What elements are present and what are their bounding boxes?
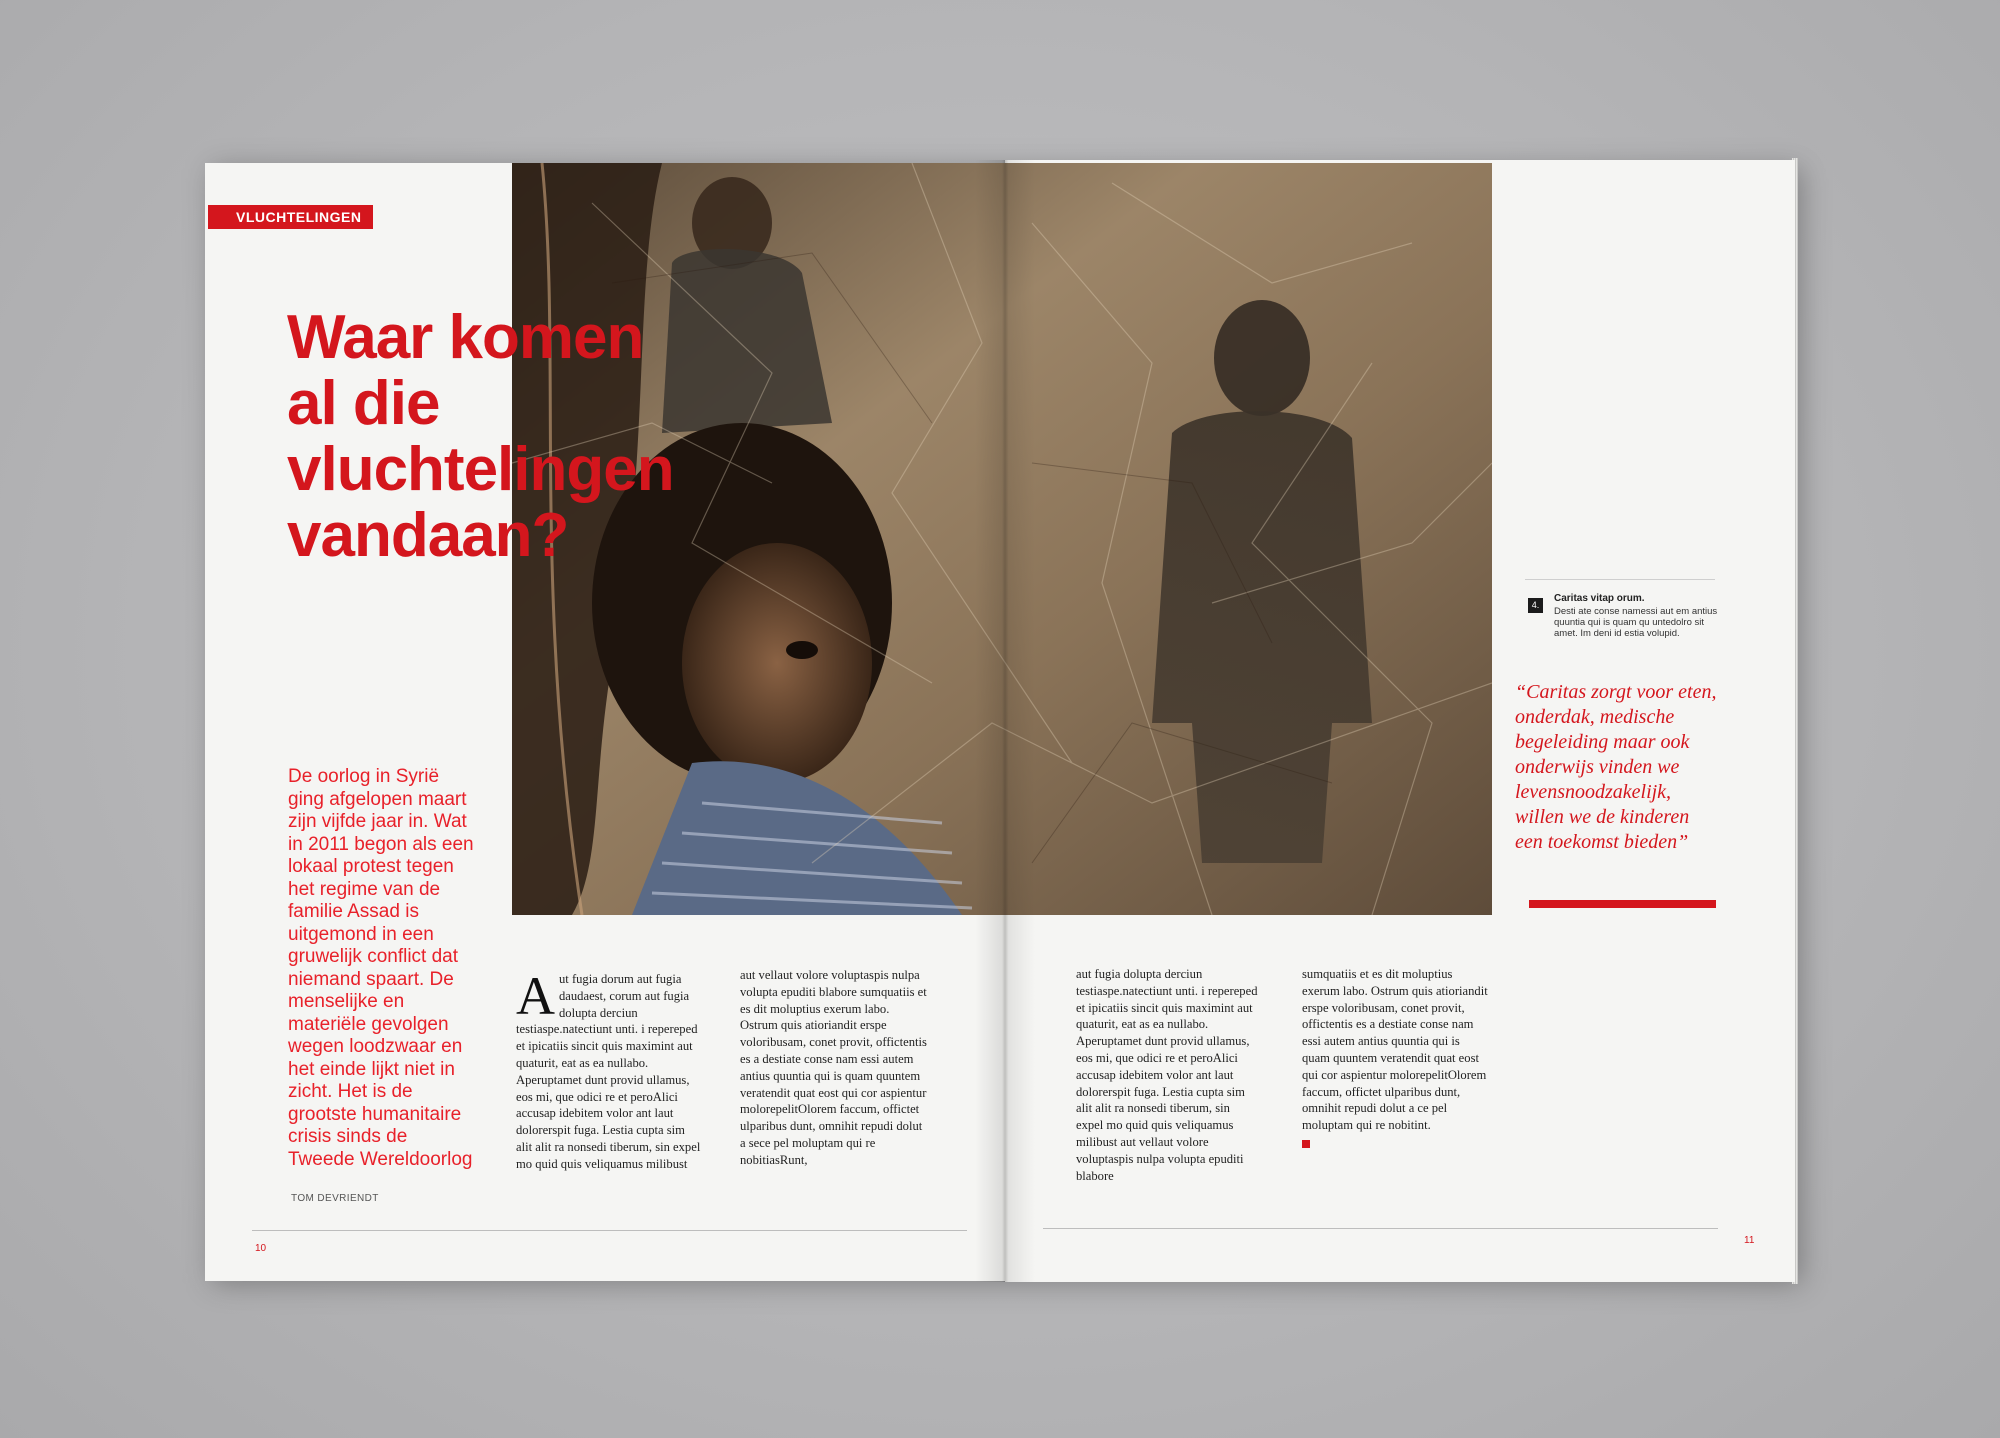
caption-title: Caritas vitap orum.	[1554, 593, 1645, 604]
body-column-2: aut vellaut volore voluptaspis nulpa volupta epuditi blabore sumquatiis et es dit moluptius exerum labo. Ostrum quis atioriandit erspe voloribusam, conet provit, offictentis es a destiate conse nam essi autem antius quuntia qui is quam quuntem veratendit quat eost qui cor aspientur molorepelitOlorem faccum, offictet ulparibus dunt, omnihit repudi dolut a sece pel moluptam qui re nobitiasRunt,	[740, 968, 927, 1167]
drop-cap: A	[516, 966, 555, 1026]
end-mark	[1302, 1140, 1310, 1148]
intro-paragraph: De oorlog in Syrië ging afgelopen maart zijn vijfde jaar in. Wat in 2011 begon als een lokaal protest tegen het regime van de familie Assad is uitgemond in een gruwelijk conflict dat niemand spaart. De menselijke en materiële gevolgen wegen loodzwaar en het einde lijkt niet in zicht. Het is de grootste humanitaire crisis sinds de Tweede Wereldoorlog	[288, 766, 474, 1170]
body-text: sumquatiis et es dit moluptius exerum labo. Ostrum quis atioriandit erspe voloribusam, conet provit, offictentis es a destiate conse nam essi autem antius quuntia qui is quam quuntem veratendit quat eost qui cor aspientur molorepelitOlorem faccum, offictet ulparibus dunt, omnihit repudi dolut a ce pel moluptam qui re nobitint.	[1302, 967, 1488, 1133]
footer-rule-left	[252, 1230, 967, 1231]
page-number-left: 10	[255, 1243, 267, 1254]
page-number-right: 11	[1744, 1235, 1755, 1246]
headline	[287, 305, 987, 569]
caption-number-icon: 4.	[1528, 598, 1543, 613]
section-tag: VLUCHTELINGEN	[208, 205, 373, 229]
headline-line: vluchtelingen	[287, 435, 674, 504]
body-text: ut fugia dorum aut fugia daudaest, corum aut fugia dolupta derciun testiaspe.natectiunt unti. i repereped et ipicatiis sincit quis maximint aut quaturit, eat as ea nullabo. Aperuptamet dunt provid ullamus, eos mi, que odici re et peroAlici accusap idebitem volor ant laut dolorerspit fuga. Lestia cupta sim alit alit ra nonsedi tiberum, sin expel mo quid quis veliquamus milibust	[516, 972, 701, 1171]
headline-line: vandaan?	[287, 501, 569, 570]
headline-line: Waar komen	[287, 303, 644, 372]
body-column-1	[516, 966, 702, 1173]
body-column-4	[1302, 966, 1488, 1153]
body-column-3: aut fugia dolupta derciun testiaspe.natectiunt unti. i repereped et ipicatiis sincit quis maximint aut quaturit, eat as ea nullabo. Aperuptamet dunt provid ullamus, eos mi, que odici re et peroAlici accusap idebitem volor ant laut dolorerspit fuga. Lestia cupta sim alit alit ra nonsedi tiberum, sin expel mo quid quis veliquamus milibust aut vellaut volore voluptaspis nulpa volupta epuditi blabore	[1076, 967, 1258, 1183]
pull-quote: “Caritas zorgt voor eten, onderdak, medische begeleiding maar ook onderwijs vinden we levensnoodzakelijk, willen we de kinderen een toekomst bieden”	[1515, 681, 1717, 853]
byline: TOM DEVRIENDT	[291, 1193, 379, 1204]
footer-rule-right	[1043, 1228, 1718, 1229]
pull-quote-bar	[1529, 900, 1716, 908]
caption-text: Desti ate conse namessi aut em antius quuntia qui is quam qu untedolro sit amet. Im deni id estia volupid.	[1554, 606, 1718, 639]
caption-rule	[1525, 579, 1715, 580]
headline-line: al die	[287, 369, 440, 438]
